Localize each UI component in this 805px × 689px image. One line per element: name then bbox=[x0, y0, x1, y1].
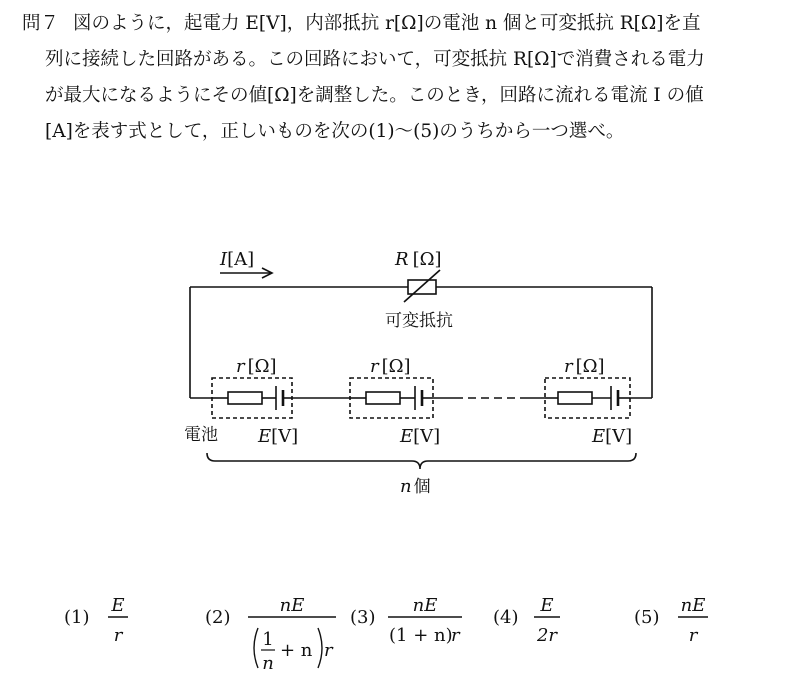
choice-1-numerator: E bbox=[111, 595, 125, 616]
battery-label: 電池 bbox=[184, 425, 218, 445]
choice-1-denominator: r bbox=[113, 625, 123, 646]
choice-2-numerator: nE bbox=[279, 595, 305, 616]
choice-3-label: (3) bbox=[350, 607, 376, 628]
question-line-3: が最大になるようにその値[Ω]を調整した。このとき，回路に流れる電流 I の値 bbox=[45, 85, 704, 106]
question-text-1: 図のように，起電力 E[V]，内部抵抗 r[Ω]の電池 n 個と可変抵抗 R[Ω]を直 bbox=[73, 13, 701, 34]
choice-2-plus-n: + n bbox=[280, 640, 313, 661]
choice-2-tail: r bbox=[324, 640, 333, 661]
choice-5[interactable] bbox=[634, 595, 708, 646]
choice-3[interactable] bbox=[350, 595, 462, 646]
choice-4-label: (4) bbox=[493, 607, 519, 628]
choice-2-inner-denominator: n bbox=[262, 653, 274, 674]
brace bbox=[207, 453, 636, 469]
question-line-2: 列に接続した回路がある。この回路において，可変抵抗 R[Ω]で消費される電力 bbox=[45, 49, 705, 70]
choice-2-label: (2) bbox=[205, 607, 231, 628]
choice-5-label: (5) bbox=[634, 607, 660, 628]
count-label: n 個 bbox=[400, 476, 431, 497]
choice-5-denominator: r bbox=[688, 625, 698, 646]
choice-2[interactable] bbox=[205, 595, 336, 674]
emf-label-1: E[V] bbox=[258, 426, 299, 447]
choice-3-paren: (1 + n) bbox=[389, 625, 453, 646]
choice-5-numerator: nE bbox=[680, 595, 706, 616]
choice-4[interactable] bbox=[493, 595, 560, 646]
internal-resistance-label-1: r [Ω] bbox=[236, 356, 277, 377]
resistor-label: R [Ω] bbox=[395, 249, 442, 270]
internal-resistor-2 bbox=[366, 392, 400, 404]
current-label: I[A] bbox=[220, 249, 255, 270]
choice-3-numerator: nE bbox=[412, 595, 438, 616]
internal-resistor-n bbox=[558, 392, 592, 404]
variable-resistor-label: 可変抵抗 bbox=[385, 311, 453, 331]
choice-1-label: (1) bbox=[64, 607, 90, 628]
choice-2-inner-numerator: 1 bbox=[262, 629, 274, 650]
choice-1[interactable] bbox=[64, 595, 128, 646]
choice-3-tail: r bbox=[451, 625, 460, 646]
choice-4-numerator: E bbox=[540, 595, 554, 616]
variable-resistor-arrow-line bbox=[404, 270, 440, 302]
internal-resistance-label-n: r [Ω] bbox=[564, 356, 605, 377]
emf-label-2: E[V] bbox=[400, 426, 441, 447]
emf-label-n: E[V] bbox=[592, 426, 633, 447]
choice-4-denominator: 2r bbox=[536, 625, 558, 646]
question-number: 問７ bbox=[22, 13, 60, 34]
internal-resistance-label-2: r [Ω] bbox=[370, 356, 411, 377]
question-line-4: [A]を表す式として，正しいものを次の(1)～(5)のうちから一つ選べ。 bbox=[45, 121, 625, 142]
internal-resistor-1 bbox=[228, 392, 262, 404]
